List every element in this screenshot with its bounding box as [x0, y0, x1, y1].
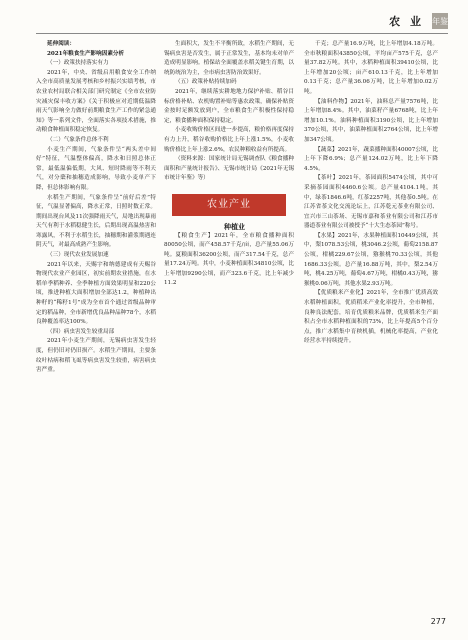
page-header — [389, 10, 448, 32]
header-title: 农 业 — [389, 15, 424, 28]
paragraph: （二）气象条件总体不利 — [47, 136, 109, 143]
column-3 — [304, 40, 438, 610]
heading: 延伸阅读： — [47, 41, 75, 47]
paragraph: 2021年，中央、省级启用粮食安全工作纳入全市高质量发展考核和乡村振兴实绩考核，市农业农村局联合相关部门研究制定《全市农业防灾减灾保丰收方案》《关于积极应对近期低温降雨天气影响全力做好前期粮食生产工作的紧急通知》等一系列文件，全面落实各项技术措施，推动粮食种植面积稳定恢复。 — [36, 69, 156, 134]
header-rule — [36, 33, 448, 34]
paragraph: 生面积大，发生不平衡所致，水稻生产期间，无锡病虫害是否发生，属于正常发生，基本均未对单产造成明显影响。植保站全面覆盖水稻关键生育期，以统防统治为主，全市病虫害防治效果好。 — [164, 41, 294, 76]
paragraph: （一）政策扶持落实有力 — [47, 60, 109, 67]
paragraph: 小麦收购价格区间进一步提高，粮价格再度保持有力上升，稻谷收购价格比上年上涨1.5%，小麦收购价格比上年上涨2.6%，农民种粮收益有所提高。 — [164, 127, 294, 153]
paragraph: （资料来源：国家统计局无锡调查队《粮食播种面积和产量统计报告》、无锡市统计局《2021年无锡市统计年鉴》等） — [164, 156, 294, 182]
subsection-title: 种植业 — [224, 221, 245, 231]
paragraph: 【优质粮米产业化】2021年，全市推广优质高效水稻种植面积，优质稻米产业化率提升，全市种植，良种良法配套，培育优质粮米品牌，优质稻米生产面积占全市水稻种植面积的73%，比上年提高5个百分点，推广水稻集中育秧机插，机械化率提高，产业化经营水平持续提升。 — [304, 290, 438, 345]
paragraph: 【蔬菜】2021年，蔬菜播种面积40007公顷，比上年下降6.9%；总产量124.02万吨，比上年下降4.5%。 — [304, 146, 438, 172]
section-banner: 农业产业 — [172, 194, 286, 216]
paragraph: 2021年小麦生产期间，无锡病虫害发生轻度，但仍旧对仍旧损产。水稻生产期间，主要条纹叶枯病和稻飞虱等病虫害发生较重，病害病虫害严重。 — [36, 338, 156, 374]
paragraph: （五）政策补贴持续加码 — [175, 79, 237, 86]
column-1 — [36, 40, 156, 610]
paragraph: 2021年，继续落实耕地地力保护补贴、稻谷目标价格补贴、农机购置补贴等惠农政策，确保补贴资金按时足额发放到户，全市粮食生产积极性保持稳定，粮食播种面积保持稳定。 — [164, 88, 294, 124]
paragraph: 水稻生产期间，气象条件呈“前好后差”特征，气温显著偏高，降水正常，日照时数正常。期间出现台风及11次强降雨天气，局地出现暴雨天气有利于水稻稳健生长，后期出现高温热害和寒露风，不利于水稻生长，抽穗期和灌浆期遇连阴天气，对最高成熟产生影响。 — [36, 194, 156, 249]
paragraph: 【油料作物】2021年，油料总产量7576吨，比上年增加8.4%。其中，油菜籽产量6768吨，比上年增加10.1%。油料种植面积3190公顷，比上年增加370公顷，其中，油菜种植面积2764公顷，比上年增加347公顷。 — [304, 98, 438, 143]
paragraph: 【粮食生产】2021年，全市粮食播种面积80050公顷，而产458.57千克/亩，总产量55.06万吨。夏粮面积36200公顷，而产317.54千克，总产量17.24万吨。其中，小麦种植面积34810公顷，比上年增加9290公顷，而产323.6千克，比上年减少11.2 — [164, 232, 294, 287]
paragraph: 【茶叶】2021年，茶园面积5474公顷，其中可采摘茶园面积4460.6公顷。总产量4104.1吨，其中，绿茶1846.6吨，红茶2257吨，其他茶0.5吨。在江苏省茶文化交流论坛上，江苏乾元茶业有限公司、宜兴市三山茶场、无锡市嘉和茶业有限公司和江苏市器道茶业有限公司被授予“十大生态茶园”称号。 — [304, 175, 438, 230]
paragraph: 小麦生产期间，气象条件呈“两头差中间好”特征，气温整体偏高，降水和日照总体正常，最低温偏低期，大风、短时降雨等不利天气，对分蘖和抽穗造成影响，导致小麦单产下降，但总体影响有限。 — [36, 146, 156, 191]
page-number: 277 — [430, 617, 446, 626]
paragraph: 2021年以来，天赐宇和纳德建成有天赐谷物现代农业产业园区，初实前期农业措施，在水稻单季稻种养、全季种植方面效果明显和220公顷，推进种植大面积增加全部达1.2，种植种出种籽的“稀籽1号”成为全市首个通过省级品种审定的稻品种，全市新增优良品种品种78个，水稻良种覆盖率达100%。 — [36, 261, 156, 326]
column-2 — [164, 40, 294, 600]
paragraph: （三）现代农业发展加速 — [47, 252, 109, 259]
heading: 2021年粮食生产影响因素分析 — [47, 50, 125, 57]
header-logo: 年鉴 — [432, 13, 448, 29]
paragraph: 千克；总产量16.9万吨，比上年增加4.18万吨。全市秋粮面积43850公顷，平均亩产575千克，总产量37.82万吨。其中，水稻种植面积39410公顷，比上年增加20公顷；亩产610.13千克，比上年增加0.13千克；总产量36.06万吨，比上年增加0.02万吨。 — [304, 41, 438, 95]
paragraph: 【水果】2021年，水果种植面积10449公顷，其中，梨1078.53公顷，桃3046.2公顷，葡萄2158.87公顷，柑橘229.67公顷，猕猴桃70.33公顷，其他1686.33公顷。总产量16.88万吨，其中，梨2.54万吨，桃4.25万吨，葡萄4.67万吨，柑橘0.43万吨，猕猴桃0.06万吨，其他水果2.93万吨。 — [304, 232, 438, 287]
paragraph: （四）病虫害发生较重局部 — [47, 328, 115, 335]
